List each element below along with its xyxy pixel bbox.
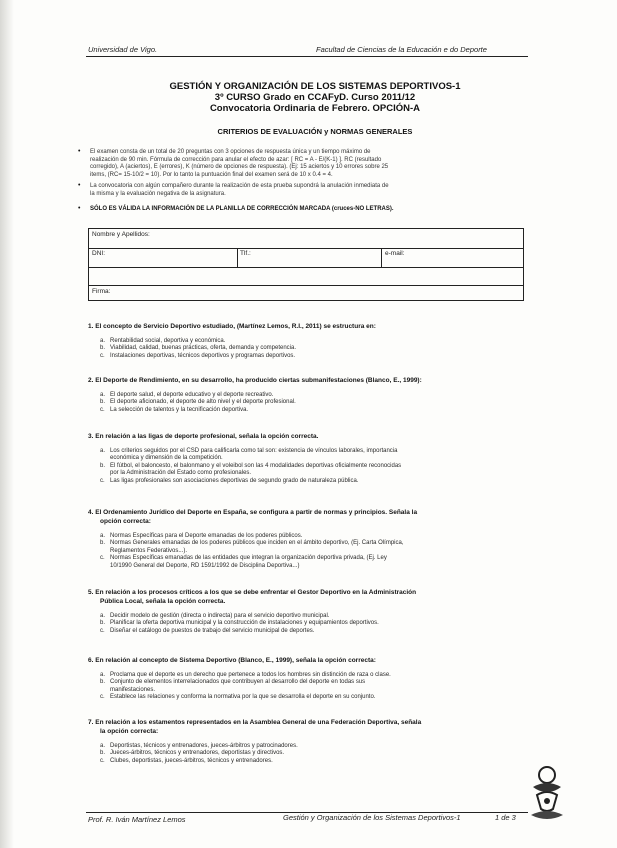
option-text: Decidir modelo de gestión (directa o indirecta) para el servicio deportivo municipal. [110,613,330,619]
option-text: Los criterios seguidos por el CSD para calificarla como tal son: existencia de vínculos laborales, importancia [110,448,398,454]
question-6-option [100,679,530,686]
question-7-option [100,743,530,750]
question-3-option [100,477,530,485]
question-7-text [88,718,528,727]
option-text: Conjunto de elementos interrelacionados que contribuyen al desarrollo del deporte en todas sus [110,679,366,686]
option-letter: a. [100,338,106,344]
question-4-option [110,548,530,555]
divider-dni [237,248,238,267]
option-text: Las ligas profesionales son asociaciones deportivas de segundo grado de naturaleza pública. [110,477,359,484]
rule-bullet: • [78,182,81,189]
question-number: 4. [88,509,94,516]
divider-phone [381,248,382,267]
email-label: e-mail: [385,250,405,257]
question-5-text [88,588,528,597]
question-1-option [100,338,530,345]
option-letter: b. [100,750,106,757]
option-letter: a. [100,392,106,398]
question-4-option [100,533,530,540]
question-stem: la opción correcta: [100,728,159,735]
question-6-option [110,687,530,694]
question-3-text [88,432,528,441]
question-2-option [100,399,530,406]
option-letter: b. [100,345,106,352]
phone-label: Tlf.: [240,250,251,257]
option-text: La selección de talentos y la tecnificación deportiva. [110,406,249,413]
footer-author: Prof. R. Iván Martínez Lemos [88,815,186,824]
footer-page-number: 1 de 3 [495,813,516,822]
question-5-option [100,620,530,627]
rule-line: El examen consta de un total de 20 preguntas con 3 opciones de respuesta única y un tiempo máximo de [90,149,371,155]
question-5-option [100,627,530,635]
question-number: 6. [88,657,94,664]
question-stem: opción correcta: [100,518,151,525]
option-letter: c. [100,406,105,413]
option-letter: b. [100,462,106,469]
university-seal-icon [523,765,571,823]
option-text: El deporte salud, el deporte educativo y el deporte recreativo. [110,392,274,398]
question-stem: El Ordenamiento Jurídico del Deporte en España, se configura a partir de normas y principios. Señala la [95,509,418,516]
title-line-1: GESTIÓN Y ORGANIZACIÓN DE LOS SISTEMAS DEPORTIVOS-1 [169,81,461,92]
rule-line: La convocatoria con algún compañero durante la realización de esta prueba supondrá la anulación inmediata de [90,183,389,189]
title-line-2: 3º CURSO Grado en CCAFyD. Curso 2011/12 [214,92,416,103]
question-3-option [110,455,530,462]
question-7-text [100,727,540,736]
option-text: Normas Específicas para el Deporte emanadas de los poderes públicos. [110,533,303,539]
question-3-option [100,462,530,470]
question-4-text [88,508,528,517]
rule-line: la misma y la evaluación negativa de la asignatura. [90,190,226,197]
option-text: Normas Generales emanadas de los poderes públicos que inciden en el ámbito deportivo, (Ej. Carta Olímpica, [110,540,404,547]
option-letter: c. [100,694,105,701]
header-faculty: Facultad de Ciencias de la Educación e do Deporte [316,45,487,54]
option-text: Rentabilidad social, deportiva y económica. [110,338,226,344]
name-row[interactable] [89,229,523,249]
question-4-option [110,563,530,570]
question-stem: El Deporte de Rendimiento, en su desarrollo, ha producido ciertas submanifestaciones (Blanco, E., 1999): [95,377,422,384]
name-label: Nombre y Apellidos: [92,231,150,238]
footer-course: Gestión y Organización de los Sistemas Deportivos-1 [283,813,461,822]
option-text: Normas Específicas emanadas de las entidades que integran la organización deportiva privada, (Ej. Ley [110,555,387,562]
question-number: 3. [88,433,94,440]
option-letter: a. [100,613,106,619]
option-text: 10/1990 General del Deporte, RD 1591/1992 de Disciplina Deportiva...) [110,562,300,569]
option-text: por la Administración del Estado como profesionales. [110,470,252,477]
question-4-text [100,517,540,526]
question-2-option [100,392,530,399]
rule-line: items, (RC= 15-10/2 = 10). Por lo tanto la puntuación final del examen será de 10 x 0.4 = 4. [90,171,333,178]
option-letter: b. [100,399,106,406]
dni-label: DNI: [92,250,105,257]
question-6-text [88,656,528,665]
option-letter: a. [100,448,106,454]
question-4-option [100,555,530,562]
question-6-option [100,694,530,701]
option-letter: a. [100,672,106,678]
option-text: Planificar la oferta deportiva municipal y la construcción de instalaciones y equipamientos deportivos. [110,620,379,627]
option-letter: a. [100,743,106,749]
option-text: Diseñar el catálogo de puestos de trabajo del servicio municipal de deportes. [110,627,315,634]
option-text: Jueces-árbitros, técnicos y entrenadores, deportistas y directivos. [110,750,285,757]
option-text: manifestaciones. [110,686,156,693]
question-4-option [100,540,530,547]
question-number: 1. [88,323,94,330]
rule-line: SÓLO ES VÁLIDA LA INFORMACIÓN DE LA PLANILLA DE CORRECCIÓN MARCADA (cruces-NO LETRAS). [90,206,394,212]
question-stem: En relación a las ligas de deporte profesional, señala la opción correcta. [95,433,319,440]
question-number: 7. [88,719,94,726]
question-7-option [100,757,530,765]
student-info-table [88,228,524,301]
option-letter: c. [100,477,105,484]
option-letter: c. [100,757,105,764]
question-1-option [100,345,530,352]
header-university: Universidad de Vigo. [88,45,158,54]
option-text: económica y dimensión de la competición. [110,455,223,462]
question-stem: En relación a los estamentos representados en la Asamblea General de una Federación Deportiva, señala [95,719,422,726]
question-number: 5. [88,589,94,596]
option-text: Reglamentos Federativos...). [110,547,188,554]
option-letter: c. [100,352,105,359]
option-letter: b. [100,679,106,686]
option-text: Proclama que el deporte es un derecho que pertenece a todos los hombres sin distinción de raza o clase. [110,672,391,678]
signature-label: Firma: [92,288,111,295]
question-2-option [100,406,530,414]
question-3-option [100,448,530,455]
question-1-option [100,352,530,360]
option-text: Clubes, deportistas, jueces-árbitros, técnicos y entrenadores. [110,757,273,764]
rule-line: realización de 90 min. Fórmula de corrección para anular el efecto de azar: [ RC = A - E/(K-1) ]. RC (resultado [90,156,382,163]
question-stem: Pública Local, señala la opción correcta. [100,598,226,605]
question-5-option [100,613,530,620]
signature-rule [89,285,523,286]
header-rule [86,56,528,57]
contact-row [89,248,523,268]
option-letter: a. [100,533,106,539]
option-text: Instalaciones deportivas, técnicos deportivos y programas deportivos. [110,352,296,359]
signature-row[interactable] [89,267,523,295]
rule-line: corregido), A (aciertos), E (errores), K (número de opciones de respuesta). (Ej: 15 aciertos y 10 errores sobre 25 [90,164,389,170]
question-5-text [100,597,540,606]
scan-shadow [0,0,14,848]
option-letter: c. [100,555,105,562]
option-letter: c. [100,627,105,634]
rule-bullet: • [78,148,81,155]
option-text: Viabilidad, calidad, buenas prácticas, oferta, demanda y competencia. [110,345,297,352]
question-number: 2. [88,377,94,384]
question-stem: En relación a los procesos críticos a los que se debe enfrentar el Gestor Deportivo en la Administración [95,589,417,596]
option-text: El fútbol, el baloncesto, el balonmano y el voleibol son las 4 modalidades deportivas oficialmente reconocidas [110,462,402,469]
option-text: Deportistas, técnicos y entrenadores, jueces-árbitros y patrocinadores. [110,743,298,749]
question-3-option [110,470,530,477]
option-letter: b. [100,620,106,627]
option-text: Establece las relaciones y conforma la normativa por la que se desarrolla el deporte en su conjunto. [110,694,376,701]
question-2-text [88,376,528,385]
option-text: El deporte aficionado, el deporte de alto nivel y el deporte profesional. [110,399,296,406]
question-7-option [100,750,530,757]
question-6-option [100,672,530,679]
rule-bullet: • [78,205,81,212]
option-letter: b. [100,540,106,547]
title-line-3: Convocatoria Ordinaria de Febrero. OPCIÓN-A [209,103,421,114]
question-stem: El concepto de Servicio Deportivo estudiado, (Martínez Lemos, R.I., 2011) se estructura en: [95,323,376,330]
criteria-title: CRITERIOS DE EVALUACIÓN y NORMAS GENERALES [217,127,413,136]
question-1-text [88,322,528,331]
question-stem: En relación al concepto de Sistema Deportivo (Blanco, E., 1999), señala la opción correcta: [95,657,376,664]
